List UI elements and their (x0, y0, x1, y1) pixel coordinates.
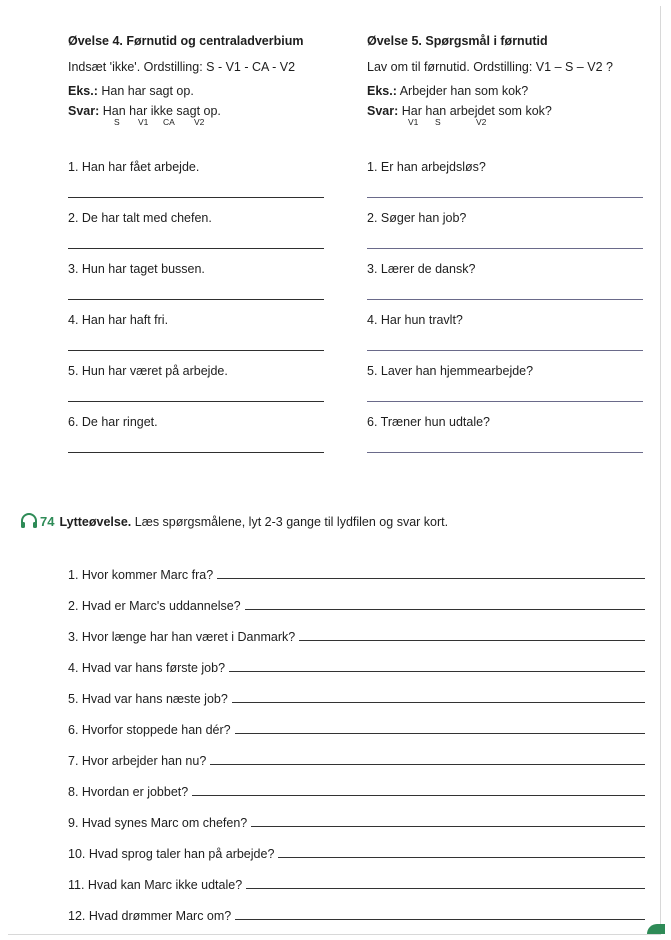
answer-line[interactable] (229, 671, 645, 672)
answer-line[interactable] (367, 248, 643, 249)
abbr-v1: V1 (138, 117, 149, 127)
question-text: 5. Hvad var hans næste job? (68, 692, 228, 706)
listening-title: Lytteøvelse. (59, 515, 132, 529)
question-text: 10. Hvad sprog taler han på arbejde? (68, 847, 275, 861)
question-row (68, 737, 645, 768)
question-text: 3. Hvor længe har han været i Danmark? (68, 630, 296, 644)
question-row (68, 830, 645, 861)
example-text: Han har sagt op. (101, 84, 194, 98)
abbr-v1: V1 (408, 117, 419, 127)
question-text: 6. Hvorfor stoppede han dér? (68, 723, 231, 737)
exercise-item (68, 211, 324, 262)
question-text: 12. Hvad drømmer Marc om? (68, 909, 232, 923)
item-text: 1. Er han arbejdsløs? (367, 160, 486, 174)
exercise-5-answer (367, 104, 643, 126)
question-row (68, 768, 645, 799)
question-text: 2. Hvad er Marc's uddannelse? (68, 599, 241, 613)
question-text: 1. Hvor kommer Marc fra? (68, 568, 214, 582)
exercise-5-items (367, 160, 643, 466)
answer-line[interactable] (68, 401, 324, 402)
answer-label: Svar: (367, 104, 399, 118)
abbr-ca: CA (163, 117, 175, 127)
question-text: 9. Hvad synes Marc om chefen? (68, 816, 248, 830)
question-row (68, 675, 645, 706)
answer-line[interactable] (68, 299, 324, 300)
item-text: 6. De har ringet. (68, 415, 158, 429)
listening-instruction: Læs spørgsmålene, lyt 2-3 gange til lydfilen og svar kort. (134, 515, 449, 529)
exercise-4-example (68, 84, 324, 98)
answer-line[interactable] (68, 248, 324, 249)
answer-line[interactable] (251, 826, 645, 827)
question-text: 4. Hvad var hans første job? (68, 661, 226, 675)
answer-line[interactable] (245, 609, 645, 610)
question-row (68, 861, 645, 892)
answer-label: Svar: (68, 104, 100, 118)
listening-header (20, 513, 650, 529)
answer-line[interactable] (68, 350, 324, 351)
answer-line[interactable] (367, 452, 643, 453)
answer-line[interactable] (278, 857, 645, 858)
item-text: 2. Søger han job? (367, 211, 467, 225)
question-row (68, 644, 645, 675)
item-text: 3. Hun har taget bussen. (68, 262, 205, 276)
answer-text: Har han arbejdet som kok? (401, 104, 552, 118)
exercise-item (367, 262, 643, 313)
item-text: 5. Laver han hjemmearbejde? (367, 364, 534, 378)
question-row (68, 582, 645, 613)
exercise-item (68, 262, 324, 313)
abbr-v2: V2 (194, 117, 205, 127)
answer-line[interactable] (217, 578, 645, 579)
item-text: 4. Har hun travlt? (367, 313, 463, 327)
exercise-4-items (68, 160, 324, 466)
exercise-item (68, 364, 324, 415)
question-text: 11. Hvad kan Marc ikke udtale? (68, 878, 243, 892)
answer-line[interactable] (210, 764, 645, 765)
answer-line[interactable] (367, 197, 643, 198)
abbr-s: S (435, 117, 441, 127)
exercise-item (367, 364, 643, 415)
exercise-item (367, 160, 643, 211)
page-corner-decoration (647, 924, 665, 934)
question-row (68, 613, 645, 644)
exercise-5-title: Øvelse 5. Spørgsmål i førnutid (367, 34, 548, 48)
answer-line[interactable] (68, 452, 324, 453)
exercise-item (367, 415, 643, 466)
question-row (68, 892, 645, 923)
answer-line[interactable] (367, 350, 643, 351)
example-text: Arbejder han som kok? (399, 84, 529, 98)
item-text: 5. Hun har været på arbejde. (68, 364, 228, 378)
exercise-5 (367, 34, 643, 429)
answer-line[interactable] (246, 888, 645, 889)
item-text: 6. Træner hun udtale? (367, 415, 490, 429)
exercise-4-title: Øvelse 4. Førnutid og centraladverbium (68, 34, 304, 48)
example-label: Eks.: (68, 84, 98, 98)
answer-line[interactable] (299, 640, 645, 641)
exercise-5-instruction: Lav om til førnutid. Ordstilling: V1 – S – V2 ? (367, 60, 613, 74)
exercise-item (367, 313, 643, 364)
exercise-5-example (367, 84, 643, 98)
listening-questions (68, 551, 645, 923)
answer-line[interactable] (192, 795, 645, 796)
answer-line[interactable] (68, 197, 324, 198)
exercise-4 (68, 34, 324, 429)
answer-line[interactable] (235, 733, 645, 734)
question-row (68, 799, 645, 830)
exercise-item (68, 160, 324, 211)
item-text: 3. Lærer de dansk? (367, 262, 476, 276)
exercise-item (68, 313, 324, 364)
abbr-s: S (114, 117, 120, 127)
question-row (68, 706, 645, 737)
answer-text: Han har ikke sagt op. (102, 104, 221, 118)
question-text: 7. Hvor arbejder han nu? (68, 754, 207, 768)
answer-line[interactable] (232, 702, 645, 703)
answer-line[interactable] (367, 401, 643, 402)
item-text: 1. Han har fået arbejde. (68, 160, 200, 174)
exercise-item (367, 211, 643, 262)
answer-line[interactable] (235, 919, 645, 920)
answer-line[interactable] (367, 299, 643, 300)
question-row (68, 551, 645, 582)
headphones-icon[interactable] (20, 513, 38, 529)
question-text: 8. Hvordan er jobbet? (68, 785, 189, 799)
exercise-4-instruction: Indsæt 'ikke'. Ordstilling: S - V1 - CA - V2 (68, 60, 296, 74)
example-label: Eks.: (367, 84, 397, 98)
exercise-item (68, 415, 324, 466)
exercise-4-answer (68, 104, 324, 126)
abbr-v2: V2 (476, 117, 487, 127)
track-number: 74 (40, 514, 55, 529)
item-text: 2. De har talt med chefen. (68, 211, 212, 225)
item-text: 4. Han har haft fri. (68, 313, 169, 327)
